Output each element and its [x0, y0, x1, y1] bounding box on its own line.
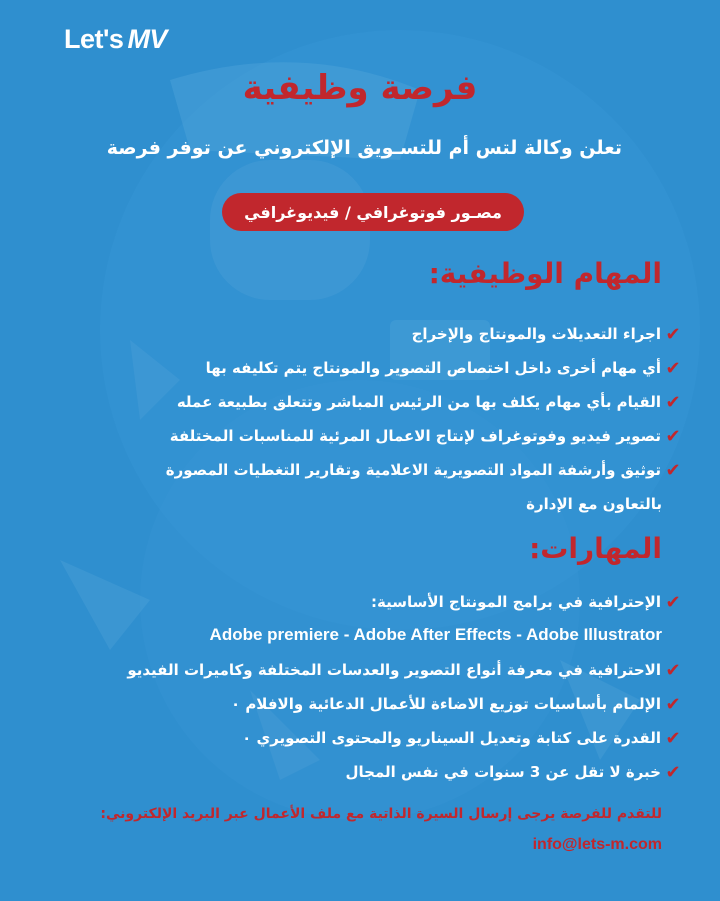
list-item-text: الإلمام بأساسيات توزيع الاضاءة للأعمال الدعائية والافلام ٠ [230, 695, 661, 713]
list-item [166, 317, 682, 351]
page-title: فرصة وظيفية [242, 68, 478, 108]
list-item-text: القدرة على كتابة وتعديل السيناريو والمحتوى التصويري ٠ [242, 729, 661, 747]
check-icon: ✔ [665, 659, 681, 681]
skills-list [127, 653, 682, 789]
position-badge: مصـور فوتوغرافي / فيديوغرافي [222, 193, 524, 231]
check-icon: ✔ [665, 693, 681, 715]
contact-email[interactable]: info@lets-m.com [532, 836, 662, 853]
check-icon: ✔ [665, 323, 681, 345]
logo-text: Let's [64, 24, 124, 54]
list-item-text: خبرة لا تقل عن 3 سنوات في نفس المجال [345, 763, 661, 781]
list-item [127, 653, 682, 687]
list-item [127, 687, 682, 721]
list-item-text: توثيق وأرشفة المواد التصويرية الاعلامية وتقارير التغطيات المصورة [165, 461, 661, 479]
list-item [166, 453, 682, 487]
skills-list-first [371, 585, 682, 619]
list-item-text: الاحترافية في معرفة أنواع التصوير والعدسات المختلفة وكاميرات الفيديو [127, 661, 661, 679]
brand-logo [64, 24, 167, 55]
tasks-heading: المهام الوظيفية: [428, 257, 662, 290]
list-item-text: الإحترافية في برامج المونتاج الأساسية: [371, 593, 661, 611]
apply-instructions: للتقدم للفرصة يرجى إرسال السيرة الذاتية مع ملف الأعمال عبر البريد الإلكتروني: [100, 806, 662, 822]
list-item [166, 385, 682, 419]
logo-mark: MV [127, 24, 167, 54]
list-item [127, 755, 682, 789]
check-icon: ✔ [665, 391, 681, 413]
list-item [127, 721, 682, 755]
tasks-list [166, 317, 682, 521]
check-icon: ✔ [665, 459, 681, 481]
check-icon: ✔ [665, 591, 681, 613]
list-item-text: تصوير فيديو وفوتوغراف لإنتاج الاعمال المرئية للمناسبات المختلفة [169, 427, 661, 445]
check-icon: ✔ [665, 425, 681, 447]
list-item [166, 419, 682, 453]
list-item-text: القيام بأي مهام يكلف بها من الرئيس المباشر وتتعلق بطبيعة عمله [176, 393, 661, 411]
list-item-text: اجراء التعديلات والمونتاج والإخراج [411, 325, 661, 343]
check-icon: ✔ [665, 761, 681, 783]
intro-text: تعلن وكالة لتس أم للتسـويق الإلكتروني عن توفر فرصة [106, 137, 622, 159]
software-list: Adobe premiere - Adobe After Effects - Adobe Illustrator [209, 625, 662, 644]
list-item [371, 585, 682, 619]
list-item-continuation: بالتعاون مع الإدارة [526, 495, 662, 513]
list-item-text: أي مهام أخرى داخل اختصاص التصوير والمونتاج يتم تكليفه بها [205, 359, 661, 377]
list-item [166, 351, 682, 385]
check-icon: ✔ [665, 357, 681, 379]
skills-heading: المهارات: [529, 532, 662, 565]
check-icon: ✔ [665, 727, 681, 749]
